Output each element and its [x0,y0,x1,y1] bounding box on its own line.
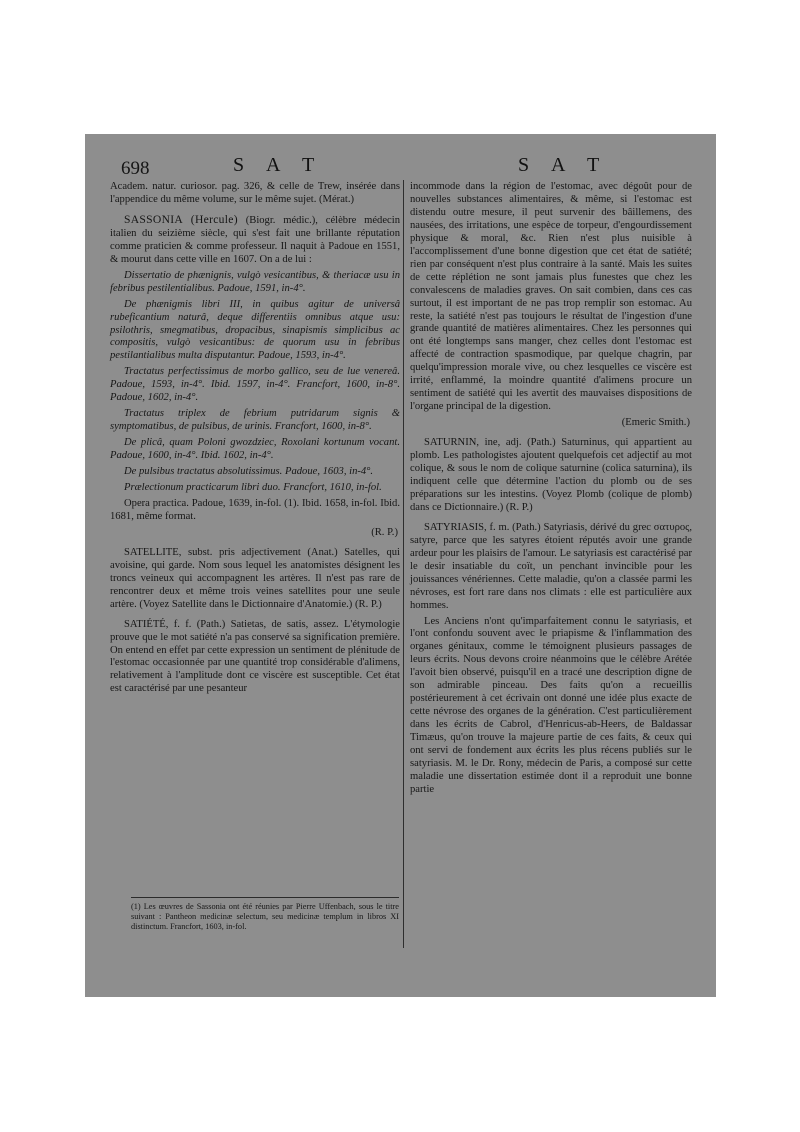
right-column [410,181,692,800]
column-divider [403,180,404,948]
footnote-rule [131,897,399,898]
work-1: Dissertatio de phænignis, vulgò vesicantibus, & theriacæ usu in febribus pestilentialibus. Padoue, 1591, in-4°. [110,269,400,294]
work-8: Opera practica. Padoue, 1639, in-fol. (1). Ibid. 1658, in-fol. Ibid. 1681, même format. [110,497,400,522]
work-5: De plicâ, quam Poloni gwozdziec, Roxolani kortunum vocant. Padoue, 1600, in-4°. Ibid. 1602, in-4°. [110,437,400,462]
work-7: Prælectionum practicarum libri duo. Francfort, 1610, in-fol. [124,482,382,494]
entry-satellite: SATELLITE, subst. pris adjectivement (Anat.) Satelles, qui avoisine, qui garde. Nom sous lequel les anatomistes désignent les troncs veineux qui accompagnent les artères. Il n'est pas rare de rencontrer deux et même trois veines satellites pour une seule artère. (Voyez Satellite dans le Dictionnaire d'Anatomie.) (R. P.) [110,546,400,610]
work-3: Tractatus perfectissimus de morbo gallico, seu de lue venereâ. Padoue, 1593, in-4°. Ibid. 1597, in-4°. Francfort, 1600, in-8°. Padoue, 1602, in-4°. [110,366,400,404]
page-number: 698 [121,158,150,179]
entry-heading: SASSONIA (Hercule) [124,212,238,226]
entry-body: (Biogr. médic.), célèbre médecin italien du seizième siècle, qui s'est fait une brillante réputation comme praticien & comme professeur. Il naquit à Padoue en 1551, & mourut dans cette ville en 1607. On a de lui : [110,214,400,265]
signature-rp: (R. P.) [371,526,398,538]
entry-sassonia [110,214,400,267]
left-column [110,181,400,699]
running-head-left: S A T [233,154,324,176]
signature-emeric-smith: (Emeric Smith.) [621,417,690,429]
entry-satiete: SATIÉTÉ, f. f. (Path.) Satietas, de satis, assez. L'étymologie prouve que le mot satiété n'a pas conservé sa signification première. On entend en effet par cette expression un sentiment de plénitude de l'estomac occasionnée par une quantité trop considérable d'alimens, relativement à l'amplitude dont ce viscère est susceptible. Cet état est caractérisé par une pesanteur [110,618,400,695]
paragraph-satiete-cont: incommode dans la région de l'estomac, avec dégoût pour de nouvelles substances alimentaires, & même, si l'estomac est distendu outre mesure, il peut survenir des bâillemens, des nausées, des irritations, une espèce de torpeur, d'engourdissement physique & moral, &c. Rien n'est plus nuisible à l'accomplissement d'une bonne digestion que cet état de satiété; rien par conséquent n'est plus contraire à la santé. Mais les suites de cette réplétion ne sont jamais plus funestes que chez les convalescens de maladies graves. On sait combien, dans ces cas surtout, il est important de ne pas trop remplir son estomac. Au reste, la satiété n'est pas toujours le résultat de l'ingestion d'une grande quantité de matières alimentaires. Chez les personnes qui ont été longtemps sans manger, chez celles dont l'estomac est affecté de contraction spasmodique, par quelque chagrin, par quelqu'impression morale vive, ou chez lesquelles ce viscère est irrité, enflammé, la moindre quantité d'alimens procure un sentiment de satiété qui les avertit des mauvaises dispositions de l'organe principal de la digestion. [410,181,692,413]
book-page [85,134,716,997]
footnote: (1) Les œuvres de Sassonia ont été réunies par Pierre Uffenbach, sous le titre suivant : Pantheon medicinæ selectum, seu medicinæ templum in libros XI distinctum. Francfort, 1603, in-fol. [131,902,399,931]
running-head-right: S A T [518,154,609,176]
work-6: De pulsibus tractatus absolutissimus. Padoue, 1603, in-4°. [124,466,374,478]
entry-satyriasis: SATYRIASIS, f. m. (Path.) Satyriasis, dérivé du grec σατυρος, satyre, parce que les satyres étoient réputés avoir une grande ardeur pour les plaisirs de l'amour. Le satyriasis est caractérisé par le desir insatiable du coït, un penchant invincible pour les jouissances vénériennes. Cette maladie, qu'on a classée parmi les névroses, est fort rare dans nos climats : elle est particulière aux hommes. [410,521,692,611]
work-4: Tractatus triplex de febrium putridarum signis & symptomatibus, de pulsibus, de urinis. Francfort, 1600, in-8°. [110,408,400,433]
paragraph-academ: Academ. natur. curiosor. pag. 326, & celle de Trew, insérée dans l'appendice du même volume, sur le même sujet. (Mérat.) [110,181,400,205]
work-2: De phænigmis libri III, in quibus agitur de universâ rubeficantium naturâ, deque differentiis omnibus atque usu: psilothris, smegmatibus, dropacibus, sinapismis simplicibus ac compositis, vulgò vesicantibus: de quorum usu in febribus pestilantialibus multa disputantur. Padoue, 1593, in-4°. [110,298,400,362]
paragraph-anciens: Les Anciens n'ont qu'imparfaitement connu le satyriasis, et l'ont confondu souvent avec le priapisme & l'inflammation des organes génitaux, comme le témoignent plusieurs passages de leurs écrits. Nous devons croire néanmoins que le célèbre Arétée l'avoit bien observé, puisqu'il en a tracé une description digne de son admirable pinceau. Des faits qu'on a recueillis postérieurement à cet écrivain ont donné une idée plus exacte de cette névrose des organes de la génération. C'est particulièrement dans les écrits de Cabrol, d'Henricus-ab-Heers, de Baldassar Timæus, qu'on trouve la majeure partie de ces faits, & ceux qui ont servi de fondement aux écrits les plus récens publiés sur le satyriasis. M. le Dr. Rony, médecin de Paris, a composé sur cette maladie une dissertation estimée dont il a reproduit une bonne partie [410,615,692,795]
entry-saturnin: SATURNIN, ine, adj. (Path.) Saturninus, qui appartient au plomb. Les pathologistes ajoutent quelquefois cet adjectif au mot colique, & sous le nom de colique saturnine (colica saturnina), ils indiquent celle que détermine l'action du plomb ou de ses préparations sur les intestins. (Voyez Plomb (colique de plomb) dans ce Dictionnaire.) (R. P.) [410,437,692,513]
